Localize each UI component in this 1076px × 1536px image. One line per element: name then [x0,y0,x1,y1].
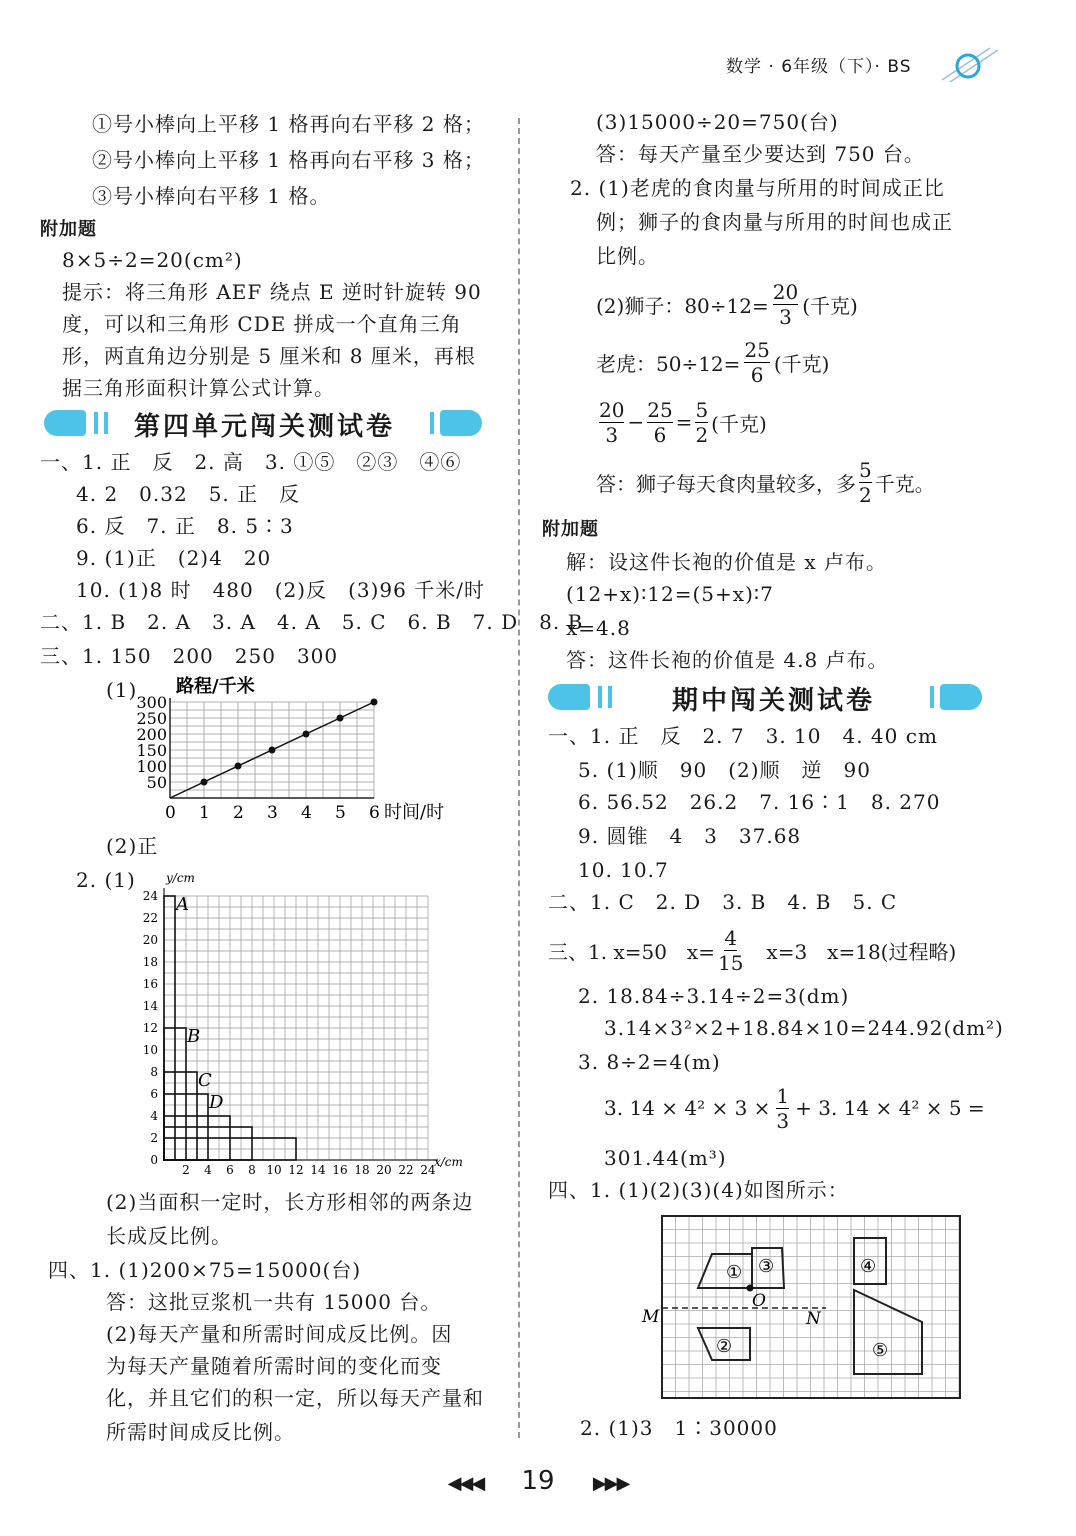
answer-line: 2. 18.84÷3.14÷2=3(dm) [578,984,850,1008]
frac-num: 5 [859,457,872,482]
frac-den: 6 [653,422,667,447]
answer-line: 6. 56.52 26.2 7. 16∶1 8. 270 [578,790,941,814]
header-logo-icon [940,44,1000,84]
y-tick-label: 10 [142,1043,158,1057]
data-point [371,699,378,706]
frac-num: 20 [772,279,799,304]
data-point [201,779,208,786]
text-line: 例；狮子的食肉量与所用的时间也成正 [596,210,953,234]
y-tick-label: 14 [142,999,158,1013]
answer-line: 6. 反 7. 正 8. 5∶3 [76,514,294,538]
answer-line: 三、1. 150 200 250 300 [40,644,339,668]
label-N: N [806,1309,821,1329]
x-tick-label: 4 [301,803,312,823]
data-point [235,763,242,770]
answer-line: 3. 8÷2=4(m) [578,1050,721,1074]
frac-num: 5 [695,397,709,422]
prev-arrows-icon: ◀◀◀ [447,1473,484,1494]
answer-line: 四、1. (1)(2)(3)(4)如图所示： [548,1178,849,1202]
text-segment: 老虎：50÷12= [596,351,741,376]
x-tick-label: 1 [199,803,210,823]
y-tick-label: 8 [150,1065,158,1079]
frac-line-diff: $\frac{20}{3}$ − $\frac{25}{6}$ = $\frac{5}{2}$ (千克) [599,397,767,447]
label-3: ③ [758,1256,775,1277]
text-segment: (2)狮子：80÷12= [596,293,769,318]
answer-line: 5. (1)顺 90 (2)顺 逆 90 [578,758,871,782]
label-O: O [752,1291,766,1311]
label-M: M [642,1307,660,1327]
text-line: ①号小棒向上平移 1 格再向右平移 2 格； [92,112,485,136]
x-tick-label: 8 [248,1163,256,1177]
text-segment: (千克) [711,411,767,436]
x-tick-label: 6 [226,1163,234,1177]
y-tick-label: 50 [146,773,167,792]
text-line: 答：这件长袍的价值是 4.8 卢布。 [566,648,889,672]
data-point [269,747,276,754]
x-tick-label: 5 [335,803,346,823]
text-line: 答：每天产量至少要达到 750 台。 [596,142,925,166]
y-tick-label: 150 [136,741,167,760]
text-segment: 答：狮子每天食肉量较多，多 [596,471,856,496]
answer-line: 9. 圆锥 4 3 37.68 [578,824,802,848]
next-arrows-icon: ▶▶▶ [592,1473,629,1494]
transform-figure [636,1212,966,1402]
text-line: 为每天产量随着所需时间的变化而变 [106,1354,442,1378]
text-line: (3)15000÷20=750(台) [596,110,839,134]
answer-line: 一、1. 正 反 2. 高 3. ①⑤ ②③ ④⑥ [40,450,462,474]
text-line: 所需时间成反比例。 [106,1420,295,1444]
y-tick-label: 6 [150,1087,158,1101]
text-line: 形，两直角边分别是 5 厘米和 8 厘米，再根 [62,344,476,368]
y-tick-label: 0 [150,1153,158,1167]
text-line: (2)当面积一定时，长方形相邻的两条边 [106,1190,474,1214]
x-tick-label: 0 [165,803,176,823]
text-line: x=4.8 [566,616,631,640]
section-heading: 附加题 [542,519,599,540]
label-1: ① [726,1262,743,1283]
answer-line: 10. 10.7 [578,858,669,882]
section-heading: 附加题 [40,219,97,240]
frac-line-answer [596,454,935,510]
frac-line-equations [548,922,956,978]
frac-num: 25 [744,337,770,362]
label-2: ② [716,1336,733,1357]
answer-line: 二、1. C 2. D 3. B 4. B 5. C [548,890,898,914]
x-tick-label: 2 [182,1163,190,1177]
data-point [303,731,310,738]
text-line: 比例。 [596,244,659,268]
x-tick-label: 4 [204,1163,212,1177]
point-label: A [176,894,189,915]
text-line: 解：设这件长袍的价值是 x 卢布。 [566,550,887,574]
text-segment: 千克。 [874,471,935,496]
frac-line-lion [596,276,858,332]
x-tick-label: 12 [288,1163,304,1177]
answer-line: 9. (1)正 (2)4 20 [76,546,272,570]
text-line: 四、1. (1)200×75=15000(台) [48,1258,362,1282]
section-banner [548,678,984,718]
text-line: ③号小棒向右平移 1 格。 [92,184,331,208]
text-segment: 3. 14 × 4² × 3 × [604,1096,771,1120]
text-segment: (千克) [802,293,858,318]
text-line: 长成反比例。 [106,1224,232,1248]
frac-line-tiger [596,334,829,390]
frac-line-volume [604,1080,985,1136]
label-4: ④ [860,1256,877,1277]
text-line: (12+x)∶12=(5+x)∶7 [566,582,774,606]
page-number: 19 [521,1466,555,1496]
y-tick-label: 200 [136,725,167,744]
text-line: 2. (1)老虎的食肉量与所用的时间成正比 [570,176,945,200]
x-tick-label: 2 [233,803,244,823]
text-line: ②号小棒向上平移 1 格再向右平移 3 格； [92,148,485,172]
x-tick-label: 10 [266,1163,282,1177]
text-segment: 三、1. x=50 x= [548,939,715,964]
text-line: 答：这批豆浆机一共有 15000 台。 [106,1290,442,1314]
y-tick-label: 20 [142,933,158,947]
frac-den: 2 [859,482,872,507]
midterm-title: 期中闯关测试卷 [672,686,876,716]
x-axis-title: x/cm [434,1155,463,1169]
point-label: D [209,1092,224,1113]
frac-num: 25 [647,397,673,422]
text-segment: x=3 x=18(过程略) [746,939,957,964]
answer-line: 4. 2 0.32 5. 正 反 [76,482,301,506]
text-segment: (千克) [773,351,830,376]
x-tick-label: 16 [332,1163,348,1177]
y-tick-label: 22 [142,911,158,925]
y-tick-label: 300 [136,693,167,712]
y-tick-label: 16 [142,977,158,991]
text-line: 化，并且它们的积一定，所以每天产量和 [106,1386,484,1410]
frac-den: 3 [776,1108,790,1133]
page-footer [0,1466,1076,1496]
y-axis-title: y/cm [166,871,195,885]
x-tick-label: 20 [376,1163,392,1177]
y-tick-label: 2 [150,1131,158,1145]
answer-line: 3.14×3²×2+18.84×10=244.92(dm²) [604,1016,1004,1040]
answer-line: (2)正 [106,834,159,858]
x-tick-label: 6 [369,803,380,823]
frac-den: 2 [695,422,709,447]
data-point [337,715,344,722]
answer-line: 一、1. 正 反 2. 7 3. 10 4. 40 cm [548,724,938,748]
shape-1 [698,1254,752,1288]
frac-den: 6 [750,362,764,387]
frac-den: 3 [779,304,792,329]
y-tick-label: 100 [136,757,167,776]
frac-num: 20 [599,397,625,422]
x-tick-label: 18 [354,1163,370,1177]
answer-line: 2. (1)3 1∶30000 [580,1416,778,1440]
y-tick-label: 18 [142,955,158,969]
figure-grid [662,1216,960,1398]
x-axis-title: 时间/时 [384,802,445,823]
x-tick-label: 22 [398,1163,414,1177]
answer-line: 二、1. B 2. A 3. A 4. A 5. C 6. B 7. D 8. B [40,610,584,634]
y-tick-label: 12 [142,1021,158,1035]
answer-line: 301.44(m³) [604,1146,727,1170]
column-divider [518,118,520,1438]
text-segment: + 3. 14 × 4² × 5 = [795,1096,985,1120]
header-title: 数学 · 6年级（下）· BS [726,57,912,77]
frac-num: 1 [776,1083,790,1108]
chart1-label: (1) [106,678,138,702]
x-tick-label: 14 [310,1163,326,1177]
text-line: 8×5÷2=20(cm²) [62,248,243,272]
label-5: ⑤ [872,1340,889,1361]
text-line: (2)每天产量和所需时间成反比例。因 [106,1322,453,1346]
chart-distance-time [136,670,470,830]
frac-num: 4 [724,925,738,950]
x-tick-label: 24 [420,1163,436,1177]
y-tick-label: 24 [142,889,158,903]
text-line: 据三角形面积计算公式计算。 [62,376,335,400]
chart-rectangles-grid [136,866,476,1176]
y-axis-title: 路程/千米 [176,676,255,697]
y-tick-label: 250 [136,709,167,728]
frac-den: 15 [717,950,744,975]
text-line: 度，可以和三角形 CDE 拼成一个直角三角 [62,312,462,336]
section-banner [44,404,484,444]
unit4-title: 第四单元闯关测试卷 [134,412,396,442]
answer-line: 10. (1)8 时 480 (2)反 (3)96 千米/时 [76,578,485,602]
text-line: 提示：将三角形 AEF 绕点 E 逆时针旋转 90 [62,280,482,304]
y-tick-label: 4 [150,1109,158,1123]
frac-den: 3 [605,422,619,447]
point-label: B [187,1026,201,1047]
x-tick-label: 3 [267,803,278,823]
point-label: C [198,1070,212,1091]
question-label: 2. (1) [76,868,136,892]
